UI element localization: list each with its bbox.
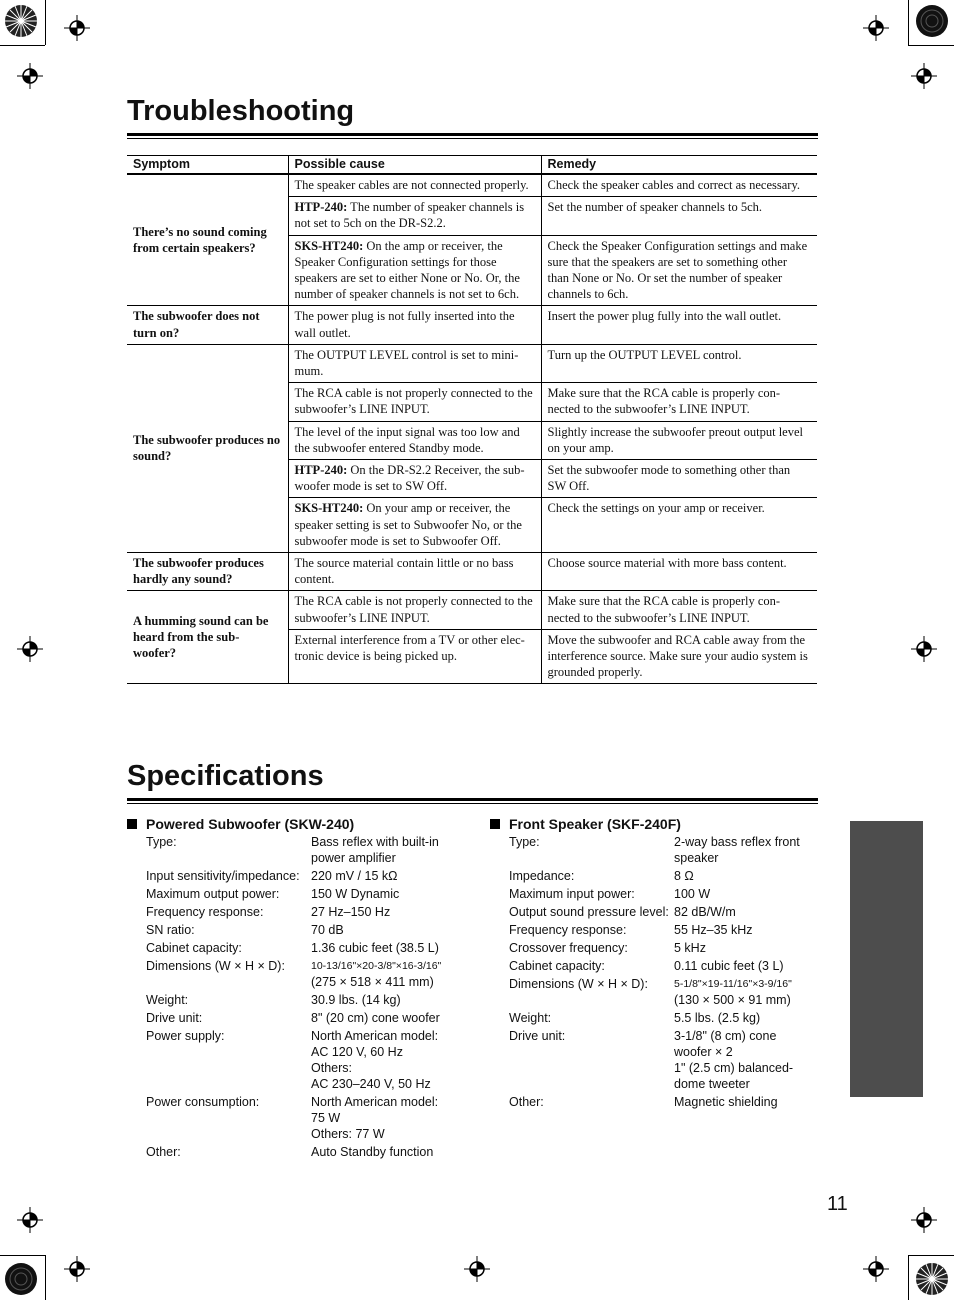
spec-list [490,834,830,1110]
symptom-cell: A humming sound can be heard from the sub-woofer? [127,591,288,684]
spec-heading-text: Front Speaker (SKF-240F) [509,816,681,832]
spec-value [311,1144,467,1160]
troubleshooting-table [127,155,817,684]
remedy-cell: Make sure that the RCA cable is properly con-nected to the subwoofer’s LINE INPUT. [541,383,817,421]
spec-row [146,1144,467,1160]
sunburst-registration-icon [915,1262,949,1296]
cause-cell [288,197,541,235]
crosshair-registration-icon [863,1256,889,1282]
cause-model: HTP-240: [294,463,348,478]
spec-row [146,886,467,902]
spec-value-line: Bass reflex with built-in [311,835,439,849]
subwoofer-specs [127,816,467,1162]
spec-label: Other: [146,1145,181,1159]
cause-text: On the DR-S2.2 Receiver, the sub-woofer mode is set to SW Off. [294,463,525,494]
remedy-cell: Move the subwoofer and RCA cable away from the interference source. Make sure your audio system is grounded properly. [541,629,817,684]
table-header-row [127,156,817,175]
spec-value-line: speaker [674,851,719,865]
cause-cell [288,306,541,344]
symptom-cell: The subwoofer produces no sound? [127,344,288,552]
crosshair-registration-icon [464,1256,490,1282]
spec-value-line: AC 120 V, 60 Hz [311,1045,403,1059]
spec-value-line: Auto Standby function [311,1145,434,1159]
symptom-cell: The subwoofer produces hardly any sound? [127,553,288,591]
spec-label: Input sensitivity/impedance: [146,869,300,883]
side-tab [850,821,923,1097]
cause-cell [288,553,541,591]
cause-text: The power plug is not fully inserted into the wall outlet. [294,309,515,340]
crosshair-registration-icon [17,636,43,662]
remedy-cell: Turn up the OUTPUT LEVEL control. [541,344,817,382]
spec-row [146,834,467,866]
spec-value-line: 3-1/8" (8 cm) cone [674,1029,777,1043]
spec-value [311,1094,467,1142]
spec-value [674,868,830,884]
crosshair-registration-icon [64,1256,90,1282]
crop-line [908,45,954,46]
spec-label: Frequency response: [509,923,627,937]
spec-value-line: 5 kHz [674,941,706,955]
spec-row [509,940,830,956]
sunburst-registration-icon [4,4,38,38]
title-rule [127,133,818,139]
spec-value-line: AC 230–240 V, 50 Hz [311,1077,431,1091]
spec-value-line: 0.11 cubic feet (3 L) [674,959,784,973]
crop-line [0,45,45,46]
square-bullet-icon [490,819,500,829]
cause-cell [288,460,541,498]
spec-value-line: 2-way bass reflex front [674,835,800,849]
remedy-cell: Check the speaker cables and correct as necessary. [541,174,817,197]
crop-line [908,1255,909,1300]
spec-value-line: Others: 77 W [311,1127,385,1141]
cause-text: The number of speaker channels is not set to 5ch on the DR-S2.2. [294,200,525,231]
spec-value [674,904,830,920]
spec-label: Maximum output power: [146,887,280,901]
spec-label: Power supply: [146,1029,225,1043]
page-number: 11 [827,1193,848,1215]
spec-row [146,922,467,938]
spec-value-line: 1" (2.5 cm) balanced- [674,1061,794,1075]
spec-label: Impedance: [509,869,575,883]
spec-value [674,1010,830,1026]
spec-value-line: 30.9 lbs. (14 kg) [311,993,401,1007]
cause-cell [288,421,541,459]
column-header-cause: Possible cause [288,156,541,175]
spec-row [509,868,830,884]
spec-value-line: 27 Hz–150 Hz [311,905,391,919]
spec-label: Drive unit: [509,1029,566,1043]
spec-value-line: 8 Ω [674,869,694,883]
spec-label: Cabinet capacity: [146,941,242,955]
table-row [127,591,817,629]
spec-label: Frequency response: [146,905,264,919]
spec-row [509,886,830,902]
cause-text: The RCA cable is not properly connected to the subwoofer’s LINE INPUT. [294,594,533,625]
cause-cell [288,383,541,421]
cause-text: On your amp or receiver, the speaker setting is set to Subwoofer No, or the subwoofer mode is set to Subwoofer Off. [294,501,522,548]
cause-cell [288,235,541,306]
spec-label: Weight: [509,1011,552,1025]
spec-label: Maximum input power: [509,887,635,901]
crop-line [908,0,909,45]
crosshair-registration-icon [64,15,90,41]
spec-label: Crossover frequency: [509,941,628,955]
spec-label: Type: [146,835,177,849]
crosshair-registration-icon [911,636,937,662]
remedy-cell: Set the number of speaker channels to 5ch. [541,197,817,235]
spec-value-line: 5-1/8"×19-11/16"×3-9/16" [674,978,792,990]
front-speaker-specs [490,816,830,1112]
spec-row [146,1028,467,1092]
spec-row [509,1028,830,1092]
sunburst-registration-icon [915,4,949,38]
cause-cell [288,629,541,684]
spec-value [311,834,467,866]
cause-text: The level of the input signal was too low and the subwoofer entered Standby mode. [294,424,520,455]
title-rule [127,798,818,804]
spec-label: Drive unit: [146,1011,203,1025]
spec-value [311,940,467,956]
crosshair-registration-icon [911,1207,937,1233]
spec-value-line: 5.5 lbs. (2.5 kg) [674,1011,761,1025]
cause-text: The RCA cable is not properly connected to the subwoofer’s LINE INPUT. [294,386,533,417]
spec-label: SN ratio: [146,923,195,937]
crop-line [908,1255,954,1256]
spec-label: Type: [509,835,540,849]
spec-label: Dimensions (W × H × D): [509,977,648,991]
spec-value [674,958,830,974]
cause-model: SKS-HT240: [294,238,364,253]
symptom-cell: The subwoofer does not turn on? [127,306,288,344]
spec-value-line: 55 Hz–35 kHz [674,923,753,937]
cause-cell [288,498,541,553]
spec-value [311,1010,467,1026]
remedy-cell: Choose source material with more bass content. [541,553,817,591]
spec-value [311,886,467,902]
spec-row [509,834,830,866]
spec-row [146,940,467,956]
spec-row [509,958,830,974]
spec-value [311,922,467,938]
table-row [127,553,817,591]
spec-label: Cabinet capacity: [509,959,605,973]
crop-line [45,1255,46,1300]
remedy-cell: Check the Speaker Configuration settings and make sure that the speakers are set to something other than None or No. Or set the number of speaker channels to 6ch. [541,235,817,306]
troubleshooting-title: Troubleshooting [127,95,355,127]
remedy-cell: Set the subwoofer mode to something other than SW Off. [541,460,817,498]
crosshair-registration-icon [17,1207,43,1233]
spec-row [146,992,467,1008]
column-header-symptom: Symptom [127,156,288,175]
spec-value-line: 8" (20 cm) cone woofer [311,1011,440,1025]
spec-row [509,1094,830,1110]
remedy-cell: Make sure that the RCA cable is properly con-nected to the subwoofer’s LINE INPUT. [541,591,817,629]
spec-heading [490,816,830,832]
spec-row [146,904,467,920]
cause-model: HTP-240: [294,200,348,215]
cause-text: The source material contain little or no bass content. [294,556,514,587]
spec-value [311,868,467,884]
spec-value [674,976,830,1008]
cause-text: The speaker cables are not connected properly. [294,178,529,192]
spec-value-line: North American model: [311,1029,439,1043]
spec-value-line: 82 dB/W/m [674,905,736,919]
remedy-cell: Check the settings on your amp or receiver. [541,498,817,553]
spec-value [674,886,830,902]
spec-value-line: 75 W [311,1111,341,1125]
symptom-cell: There’s no sound coming from certain speakers? [127,174,288,306]
spec-row [509,922,830,938]
spec-value-line: 70 dB [311,923,344,937]
cause-cell [288,174,541,197]
cause-cell [288,344,541,382]
spec-value-line: North American model: [311,1095,439,1109]
spec-value [311,1028,467,1092]
spec-value-line: 150 W Dynamic [311,887,400,901]
cause-text: External interference from a TV or other elec-tronic device is being picked up. [294,632,525,664]
spec-row [509,1010,830,1026]
crosshair-registration-icon [911,63,937,89]
spec-heading-text: Powered Subwoofer (SKW-240) [146,816,355,832]
spec-label: Power consumption: [146,1095,260,1109]
crosshair-registration-icon [17,63,43,89]
spec-label: Dimensions (W × H × D): [146,959,285,973]
spec-list [127,834,467,1160]
spec-row [509,904,830,920]
cause-text: The OUTPUT LEVEL control is set to mini-mum. [294,347,519,379]
spec-value [311,992,467,1008]
spec-label: Weight: [146,993,189,1007]
spec-label: Other: [509,1095,544,1109]
spec-row [146,1094,467,1142]
table-row [127,344,817,382]
spec-value-line: Others: [311,1061,352,1075]
spec-value-line: 220 mV / 15 kΩ [311,869,398,883]
spec-value [674,1028,830,1092]
spec-row [509,976,830,1008]
spec-label: Output sound pressure level: [509,905,669,919]
cause-model: SKS-HT240: [294,501,364,516]
remedy-cell: Insert the power plug fully into the wall outlet. [541,306,817,344]
column-header-remedy: Remedy [541,156,817,175]
crop-line [0,1255,45,1256]
remedy-cell: Slightly increase the subwoofer preout output level on your amp. [541,421,817,459]
table-row [127,174,817,197]
spec-row [146,868,467,884]
cause-cell [288,591,541,629]
square-bullet-icon [127,819,137,829]
spec-value [674,1094,830,1110]
spec-value-line: dome tweeter [674,1077,750,1091]
spec-value [674,834,830,866]
crop-line [45,0,46,45]
spec-value-line: 100 W [674,887,711,901]
spec-value-line: (275 × 518 × 411 mm) [311,975,434,989]
spec-value-line: woofer × 2 [674,1045,733,1059]
spec-value [674,940,830,956]
cause-text: On the amp or receiver, the Speaker Configuration settings for those speakers are set to either None or No. Or, the number of speaker channels is not set to 6ch. [294,238,520,302]
spec-row [146,1010,467,1026]
spec-row [146,958,467,990]
spec-value [674,922,830,938]
table-row [127,306,817,344]
spec-value-line: (130 × 500 × 91 mm) [674,993,791,1007]
spec-value-line: 10-13/16"×20-3/8"×16-3/16" [311,960,442,972]
spec-value-line: Magnetic shielding [674,1095,778,1109]
spec-value-line: 1.36 cubic feet (38.5 L) [311,941,439,955]
spec-value [311,904,467,920]
spec-value-line: power amplifier [311,851,396,865]
crosshair-registration-icon [863,15,889,41]
spec-value [311,958,467,990]
specifications-title: Specifications [127,760,324,792]
sunburst-registration-icon [4,1262,38,1296]
spec-heading [127,816,467,832]
